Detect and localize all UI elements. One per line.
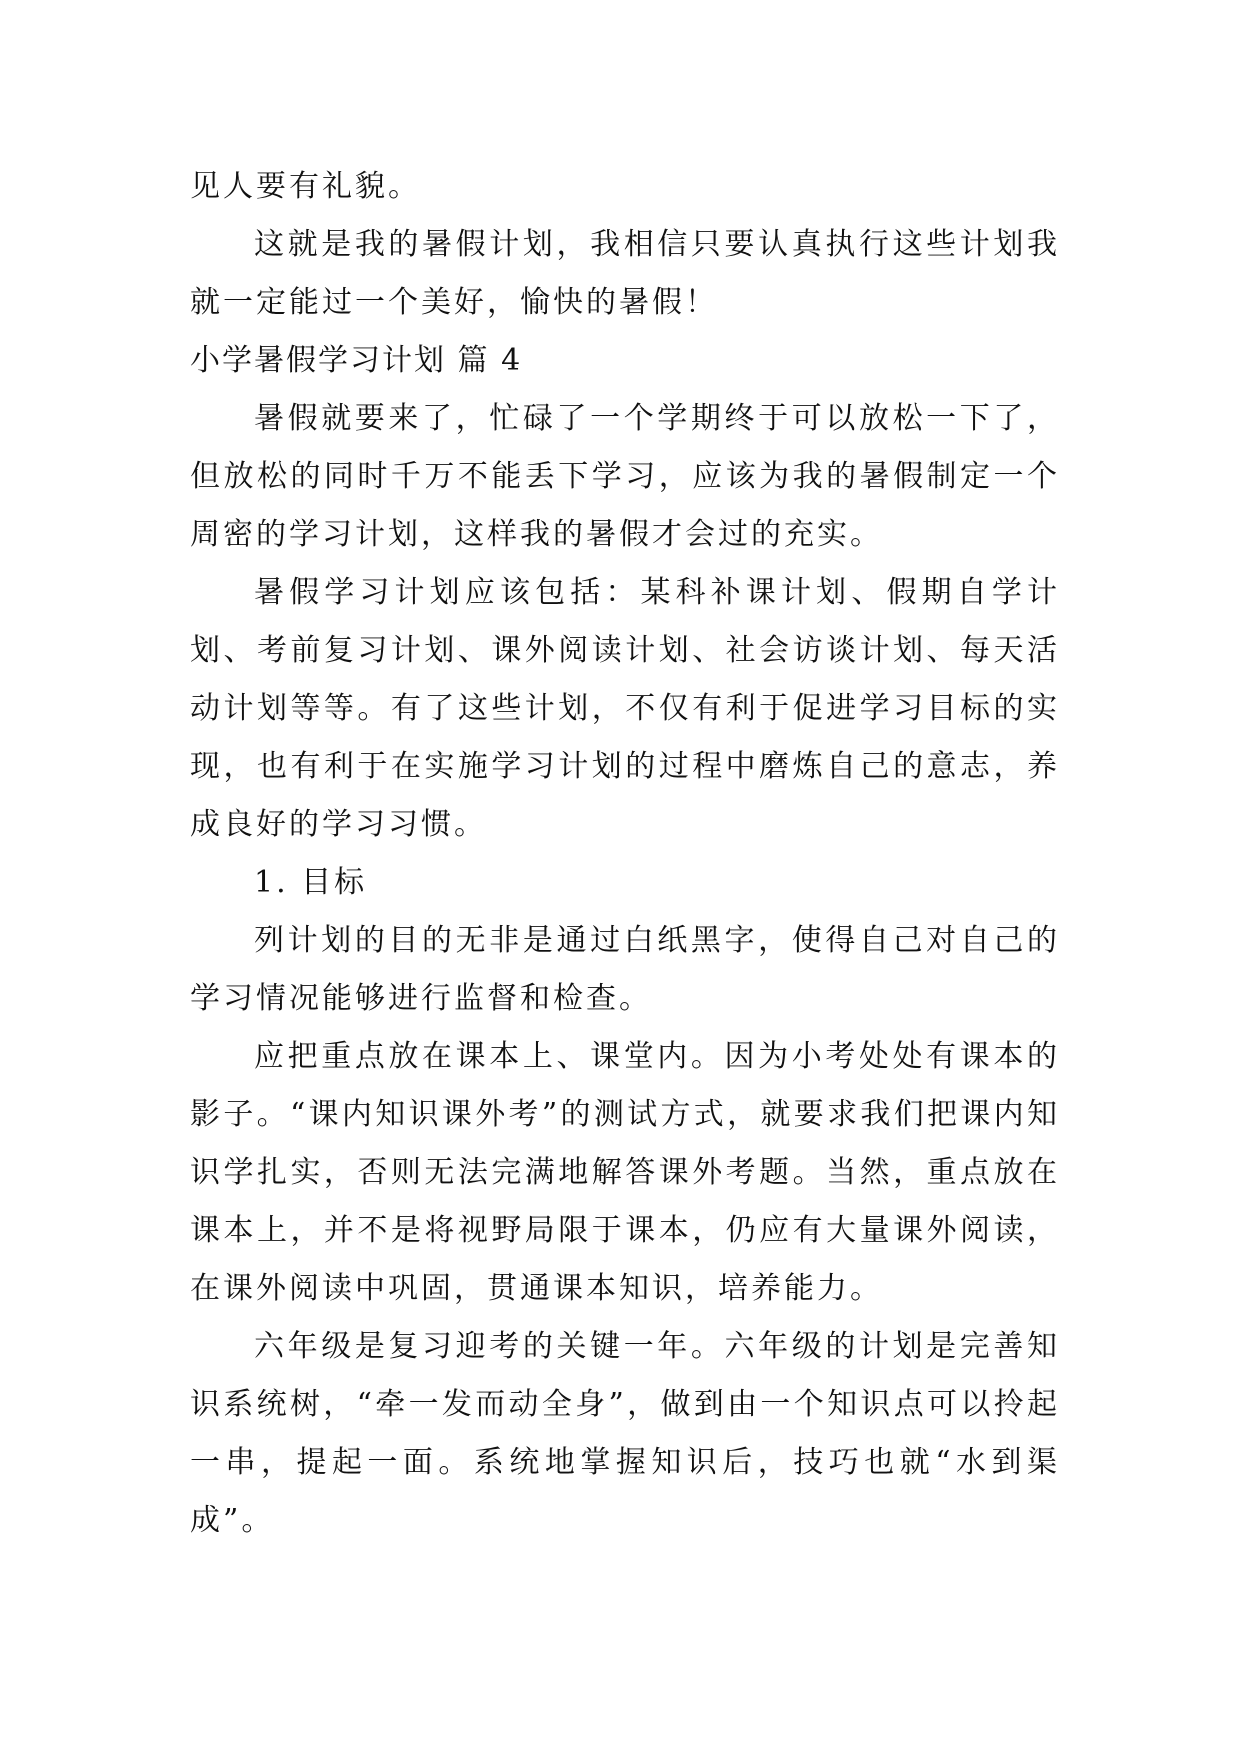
paragraph-2: 这就是我的暑假计划，我相信只要认真执行这些计划我就一定能过一个美好，愉快的暑假！ [190,227,1060,320]
paragraph-6: 应把重点放在课本上、课堂内。因为小考处处有课本的影子。“课内知识课外考”的测试方式，就要求我们把课内知识学扎实，否则无法完满地解答课外考题。当然，重点放在课本上，并不是将视野局限于课本，仍应有大量课外阅读，在课外阅读中巩固，贯通课本知识，培养能力。 [190,1039,1060,1306]
section-heading: 小学暑假学习计划 篇 4 [190,343,523,378]
paragraph-7: 六年级是复习迎考的关键一年。六年级的计划是完善知识系统树，“牵一发而动全身”，做到由一个知识点可以拎起一串，提起一面。系统地掌握知识后，技巧也就“水到渠成”。 [190,1329,1060,1538]
paragraph-5: 列计划的目的无非是通过白纸黑字，使得自己对自己的学习情况能够进行监督和检查。 [190,923,1060,1016]
list-item-goal: 1. 目标 [254,865,368,900]
paragraph-4: 暑假学习计划应该包括：某科补课计划、假期自学计划、考前复习计划、课外阅读计划、社会访谈计划、每天活动计划等等。有了这些计划，不仅有利于促进学习目标的实现，也有利于在实施学习计划的过程中磨炼自己的意志，养成良好的学习习惯。 [190,575,1060,842]
paragraph-1: 见人要有礼貌。 [190,169,421,204]
paragraph-3: 暑假就要来了，忙碌了一个学期终于可以放松一下了，但放松的同时千万不能丢下学习，应该为我的暑假制定一个周密的学习计划，这样我的暑假才会过的充实。 [190,401,1060,552]
document-body [190,158,1060,1550]
